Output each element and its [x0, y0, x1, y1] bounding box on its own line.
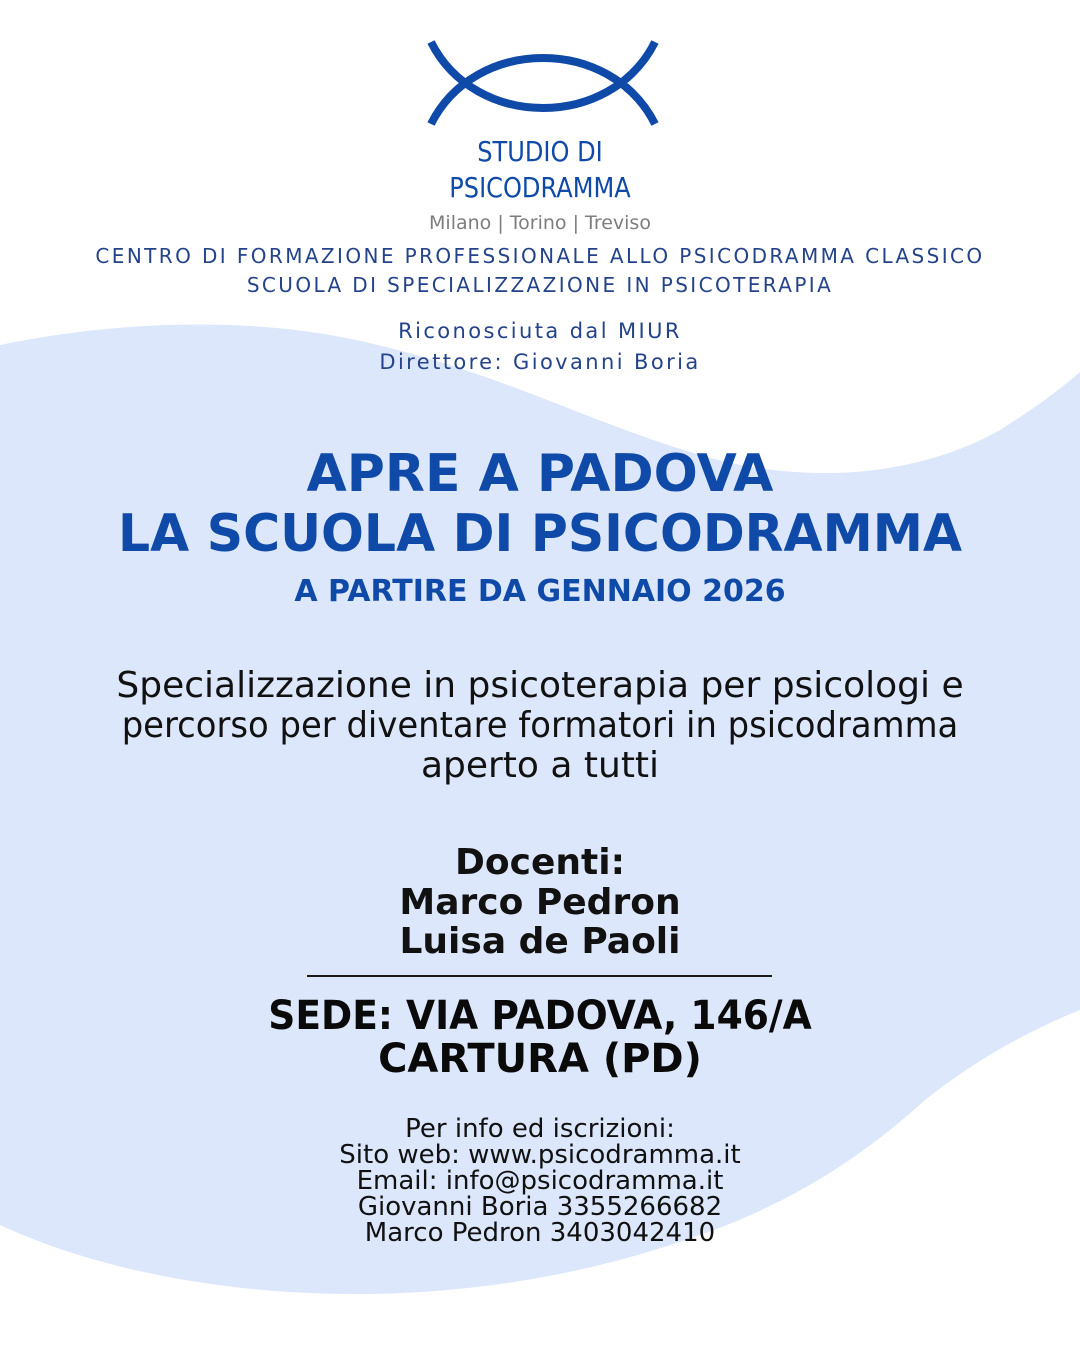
description-line2: percorso per diventare formatori in psicodramma: [121, 705, 959, 746]
logo-title-line1: STUDIO DI: [477, 135, 603, 168]
school-name: SCUOLA DI SPECIALIZZAZIONE IN PSICOTERAPIA: [246, 273, 834, 297]
fish-arcs-logo-icon: [425, 38, 661, 130]
description-line1: Specializzazione in psicoterapia per psicologi e: [116, 665, 964, 706]
contact-phone[interactable]: Marco Pedron 3403042410: [364, 1218, 716, 1248]
headline-line2: LA SCUOLA DI PSICODRAMMA: [118, 504, 962, 564]
contact-email[interactable]: Email: info@psicodramma.it: [356, 1166, 724, 1196]
teacher-name: Marco Pedron: [399, 882, 681, 923]
contact-phone[interactable]: Giovanni Boria 3355266682: [357, 1192, 723, 1222]
divider: [307, 975, 772, 977]
logo-cities: Milano | Torino | Treviso: [429, 212, 651, 234]
director-text: Direttore: Giovanni Boria: [379, 350, 701, 374]
recognition-text: Riconosciuta dal MIUR: [398, 319, 682, 343]
teachers-label: Docenti:: [455, 842, 625, 883]
venue-address: SEDE: VIA PADOVA, 146/A: [268, 993, 812, 1039]
venue-city: CARTURA (PD): [378, 1036, 702, 1082]
contact-website[interactable]: Sito web: www.psicodramma.it: [339, 1140, 741, 1170]
teacher-name: Luisa de Paoli: [399, 921, 681, 962]
logo-title-line2: PSICODRAMMA: [449, 171, 631, 204]
description-line3: aperto a tutti: [420, 745, 660, 786]
center-name: CENTRO DI FORMAZIONE PROFESSIONALE ALLO PSICODRAMMA CLASSICO: [95, 244, 985, 268]
contacts-heading: Per info ed iscrizioni:: [405, 1114, 675, 1144]
start-date: A PARTIRE DA GENNAIO 2026: [294, 574, 786, 609]
headline-line1: APRE A PADOVA: [306, 444, 774, 504]
